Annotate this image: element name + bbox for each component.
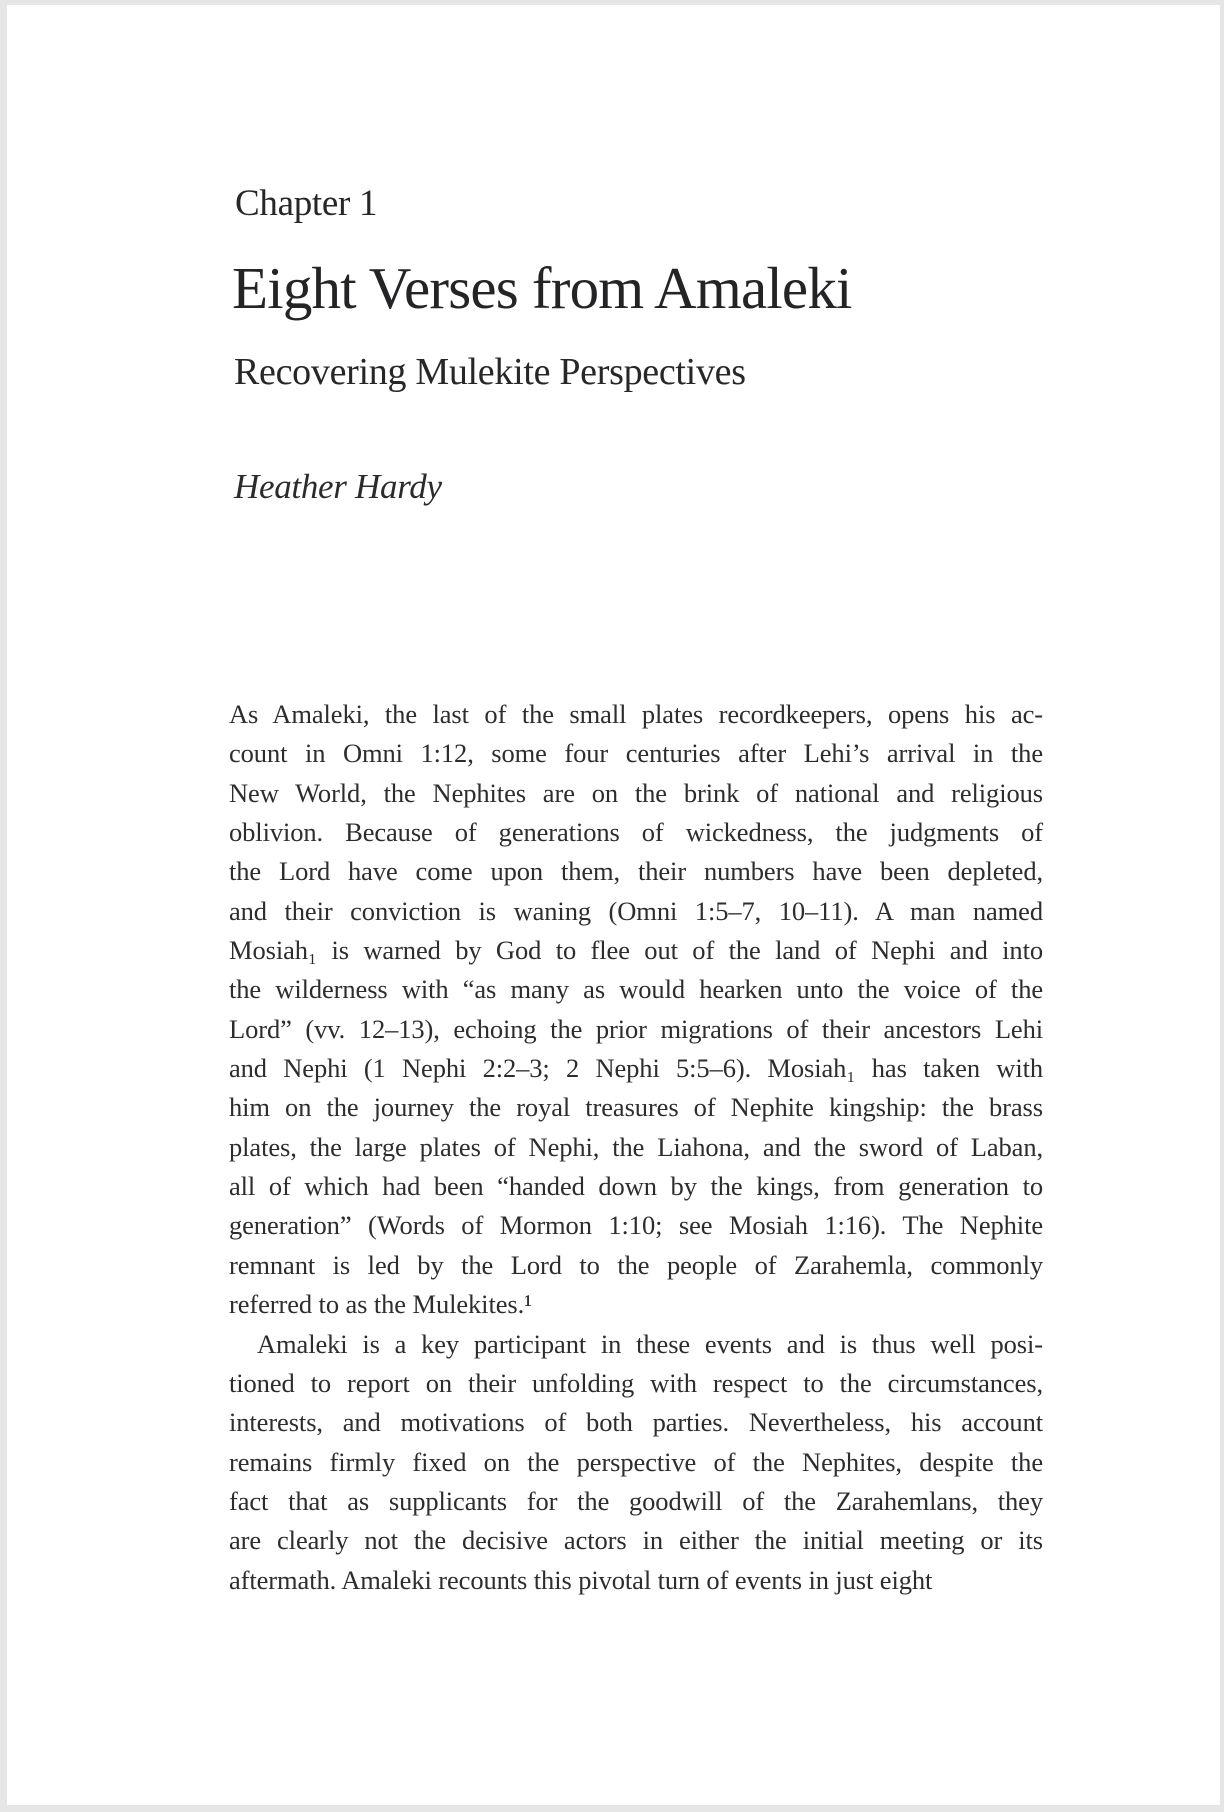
text-line: all of which had been “handed down by the kings, from generation to bbox=[229, 1171, 1043, 1202]
text-line: aftermath. Amaleki recounts this pivotal turn of events in just eight bbox=[229, 1564, 933, 1595]
text-line: Mosiah₁ is warned by God to flee out of the land of Nephi and into bbox=[229, 935, 1043, 966]
text-line: referred to as the Mulekites.¹ bbox=[229, 1289, 532, 1320]
text-line: count in Omni 1:12, some four centuries after Lehi’s arrival in the bbox=[229, 738, 1043, 769]
text-line: are clearly not the decisive actors in either the initial meeting or its bbox=[229, 1525, 1043, 1556]
text-line: him on the journey the royal treasures of Nephite kingship: the brass bbox=[229, 1092, 1043, 1123]
text-line: fact that as supplicants for the goodwill of the Zarahemlans, they bbox=[229, 1485, 1043, 1516]
author-name: Heather Hardy bbox=[234, 467, 442, 506]
chapter-label: Chapter 1 bbox=[235, 183, 378, 224]
text-line: the wilderness with “as many as would hearken unto the voice of the bbox=[229, 974, 1043, 1005]
text-line: Amaleki is a key participant in these events and is thus well posi- bbox=[257, 1328, 1043, 1359]
text-line: remains firmly fixed on the perspective of the Nephites, despite the bbox=[229, 1446, 1043, 1477]
text-line: generation” (Words of Mormon 1:10; see Mosiah 1:16). The Nephite bbox=[229, 1210, 1043, 1241]
text-line: remnant is led by the Lord to the people of Zarahemla, commonly bbox=[229, 1249, 1043, 1280]
paragraph bbox=[229, 1325, 1043, 1600]
book-page bbox=[7, 5, 1220, 1805]
text-line: and Nephi (1 Nephi 2:2–3; 2 Nephi 5:5–6). Mosiah₁ has taken with bbox=[229, 1053, 1043, 1084]
paragraph bbox=[229, 695, 1043, 1325]
text-line: the Lord have come upon them, their numbers have been depleted, bbox=[229, 856, 1043, 887]
chapter-title: Eight Verses from Amaleki bbox=[232, 255, 852, 321]
text-line: As Amaleki, the last of the small plates recordkeepers, opens his ac- bbox=[229, 699, 1043, 729]
text-line: Lord” (vv. 12–13), echoing the prior migrations of their ancestors Lehi bbox=[229, 1013, 1043, 1044]
text-line: New World, the Nephites are on the brink of national and religious bbox=[229, 777, 1043, 808]
chapter-subtitle: Recovering Mulekite Perspectives bbox=[234, 351, 746, 393]
text-line: oblivion. Because of generations of wickedness, the judgments of bbox=[229, 817, 1043, 848]
text-line: tioned to report on their unfolding with respect to the circumstances, bbox=[229, 1367, 1043, 1398]
text-line: interests, and motivations of both parties. Nevertheless, his account bbox=[229, 1407, 1043, 1438]
text-line: plates, the large plates of Nephi, the Liahona, and the sword of Laban, bbox=[229, 1131, 1043, 1162]
body-text bbox=[229, 695, 1043, 1600]
text-line: and their conviction is waning (Omni 1:5–7, 10–11). A man named bbox=[229, 895, 1043, 926]
